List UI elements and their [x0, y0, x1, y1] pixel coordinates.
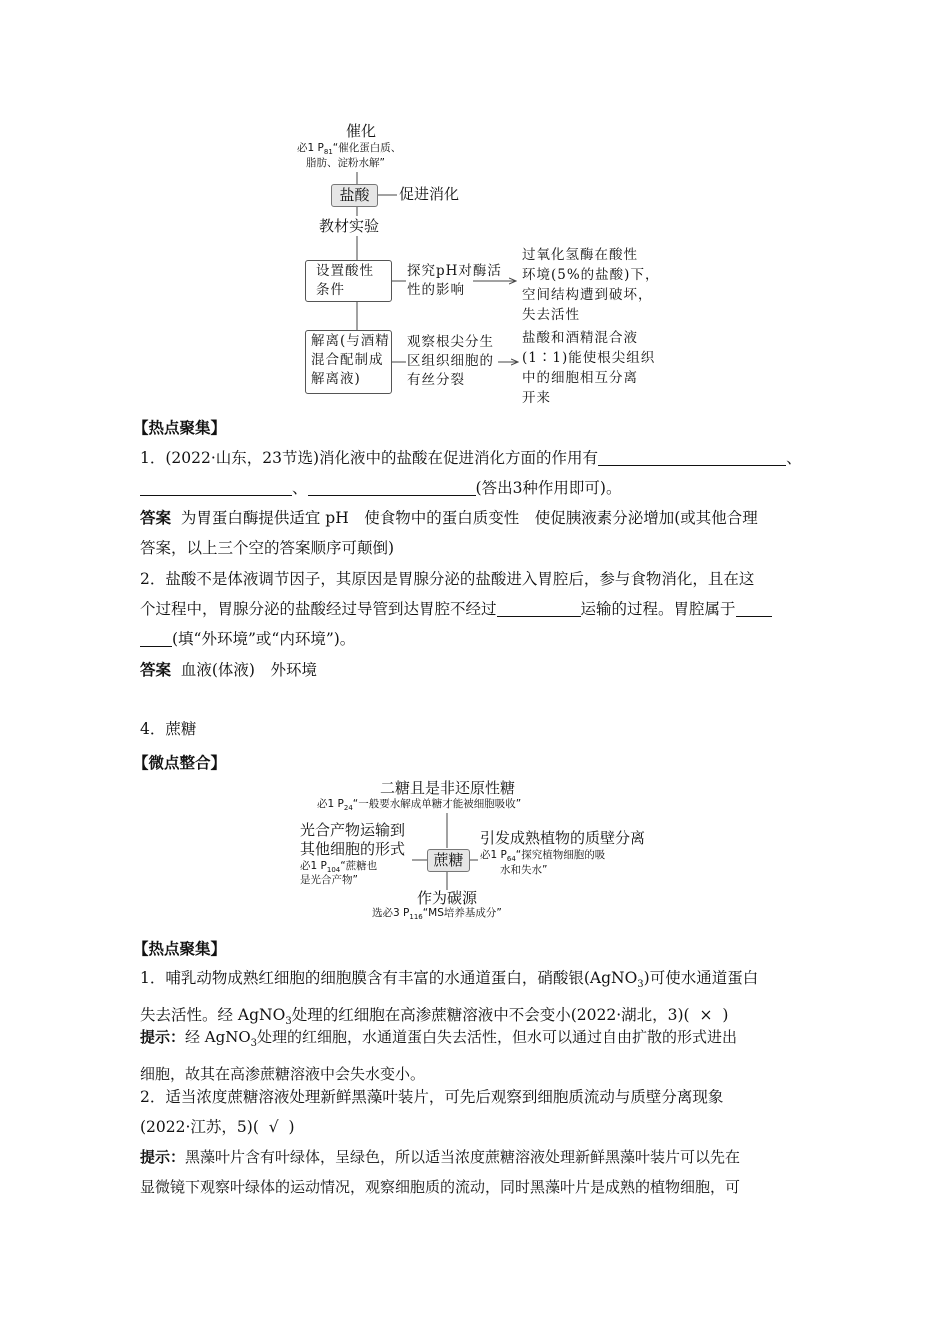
catalase-result-line4: 失去活性 [522, 307, 580, 323]
catalase-result-line3: 空间结构遭到破坏， [522, 287, 653, 303]
hint-label: 提示： [140, 1028, 186, 1046]
textbook-ref-ms-medium: 选必3 $P_{116}“MS$培养基成分” [372, 907, 502, 922]
answer-1: 答案 为胃蛋白酶提供适宜 pH 使食物中的蛋白质变性 使促胰液素分泌增加(或其他合理 答案，以上三个空的答案顺序可颠倒) [140, 509, 758, 557]
dissociation-box: 解离(与酒精 混合配制成 解离液) [305, 330, 392, 394]
promote-digestion-label: 促进消化 [399, 185, 460, 203]
catalase-result-line2: 环境(5%的盐酸)下， [522, 267, 660, 283]
plasmolysis-label: 引发成熟植物的质壁分离 [480, 829, 646, 847]
judgment-mark-cross: × [699, 1006, 713, 1025]
dissociation-result-line3: 中的细胞相互分离 [522, 370, 638, 386]
mitosis-experiment-line2: 区组织细胞的 [407, 353, 494, 369]
textbook-ref-catalysis: 必1 $P_{81}“$催化蛋白质、 [297, 142, 402, 157]
answer-2: 答案 血液(体液) 外环境 [140, 661, 317, 679]
answer-label: 答案 [140, 661, 172, 679]
hot-points-heading-1: 【热点聚集】 [133, 419, 227, 437]
ph-experiment-line2: 性的影响 [407, 282, 465, 298]
carbon-source-label: 作为碳源 [417, 889, 478, 907]
textbook-ref-photosynthesis-line2: 是光合产物” [300, 874, 358, 886]
transport-form-line2: 其他细胞的形式 [300, 840, 406, 858]
textbook-ref-osmosis: 必1 $P_{64}“$探究植物细胞的吸 [480, 849, 606, 864]
dissociation-result-line2: (1∶1)能使根尖组织 [522, 350, 656, 366]
question-2: 2．盐酸不是体液调节因子，其原因是胃腺分泌的盐酸进入胃腔后，参与食物消化，且在这 个过程中，胃腺分泌的盐酸经过导管到达胃腔不经过 运输的过程。胃腔属于 (填“外环境”或“内环境”)。 [140, 564, 820, 654]
judgment-2: 2．适当浓度蔗糖溶液处理新鲜黑藻叶装片，可先后观察到细胞质流动与质壁分离现象 (2022·江苏，5)( √ ) [140, 1088, 724, 1136]
non-reducing-sugar-label: 二糖且是非还原性糖 [380, 779, 516, 797]
hot-points-heading-2: 【热点聚集】 [133, 940, 227, 958]
textbook-experiment-label: 教材实验 [319, 217, 380, 235]
textbook-ref-catalysis-line2: 脂肪、淀粉水解” [306, 157, 385, 169]
judgment-mark-check: √ [268, 1118, 279, 1136]
section-4-title: 4．蔗糖 [140, 720, 197, 738]
hint-label: 提示： [140, 1148, 186, 1166]
micro-points-heading: 【微点整合】 [133, 754, 227, 772]
answer-label: 答案 [140, 509, 172, 527]
acidic-condition-box: 设置酸性 条件 [305, 260, 392, 302]
judgment-1: 1．哺乳动物成熟红细胞的细胞膜含有丰富的水通道蛋白，硝酸银(AgNO$_3$)可使水通道蛋白 失去活性。经 AgNO$_3$处理的红细胞在高渗蔗糖溶液中不会变小(2022·湖北，3)( × ) [140, 969, 759, 1028]
textbook-ref-photosynthesis: 必1 $P_{104}“$蔗糖也 [300, 860, 378, 875]
hint-1: 提示：经 AgNO$_3$处理的红细胞，水通道蛋白失去活性，但水可以通过自由扩散的形式进出 细胞，故其在高渗蔗糖溶液中会失水变小。 [140, 1028, 738, 1083]
transport-form-line1: 光合产物运输到 [300, 821, 406, 839]
mitosis-experiment-line1: 观察根尖分生 [407, 334, 494, 350]
ph-experiment-line1: 探究pH对酶活 [407, 263, 502, 279]
question-1: 1．(2022·山东，23节选)消化液中的盐酸在促进消化方面的作用有 、 、 (答出3种作用即可)。 [140, 449, 802, 497]
dissociation-result-line1: 盐酸和酒精混合液 [522, 330, 638, 346]
textbook-ref-hydrolysis: 必1 $P_{24}“$一般要水解成单糖才能被细胞吸收” [317, 798, 522, 813]
textbook-ref-osmosis-line2: 水和失水” [500, 864, 548, 876]
dissociation-result-line4: 开来 [522, 390, 551, 406]
mitosis-experiment-line3: 有丝分裂 [407, 372, 465, 388]
sucrose-hub: 蔗糖 [427, 849, 470, 872]
catalase-result-line1: 过氧化氢酶在酸性 [522, 247, 638, 263]
hcl-hub: 盐酸 [331, 184, 378, 207]
catalysis-label: 催化 [346, 122, 377, 140]
hint-2: 提示：黑藻叶片含有叶绿体，呈绿色，所以适当浓度蔗糖溶液处理新鲜黑藻叶装片可以先在 显微镜下观察叶绿体的运动情况，观察细胞质的流动，同时黑藻叶片是成熟的植物细胞，可 [140, 1148, 741, 1196]
